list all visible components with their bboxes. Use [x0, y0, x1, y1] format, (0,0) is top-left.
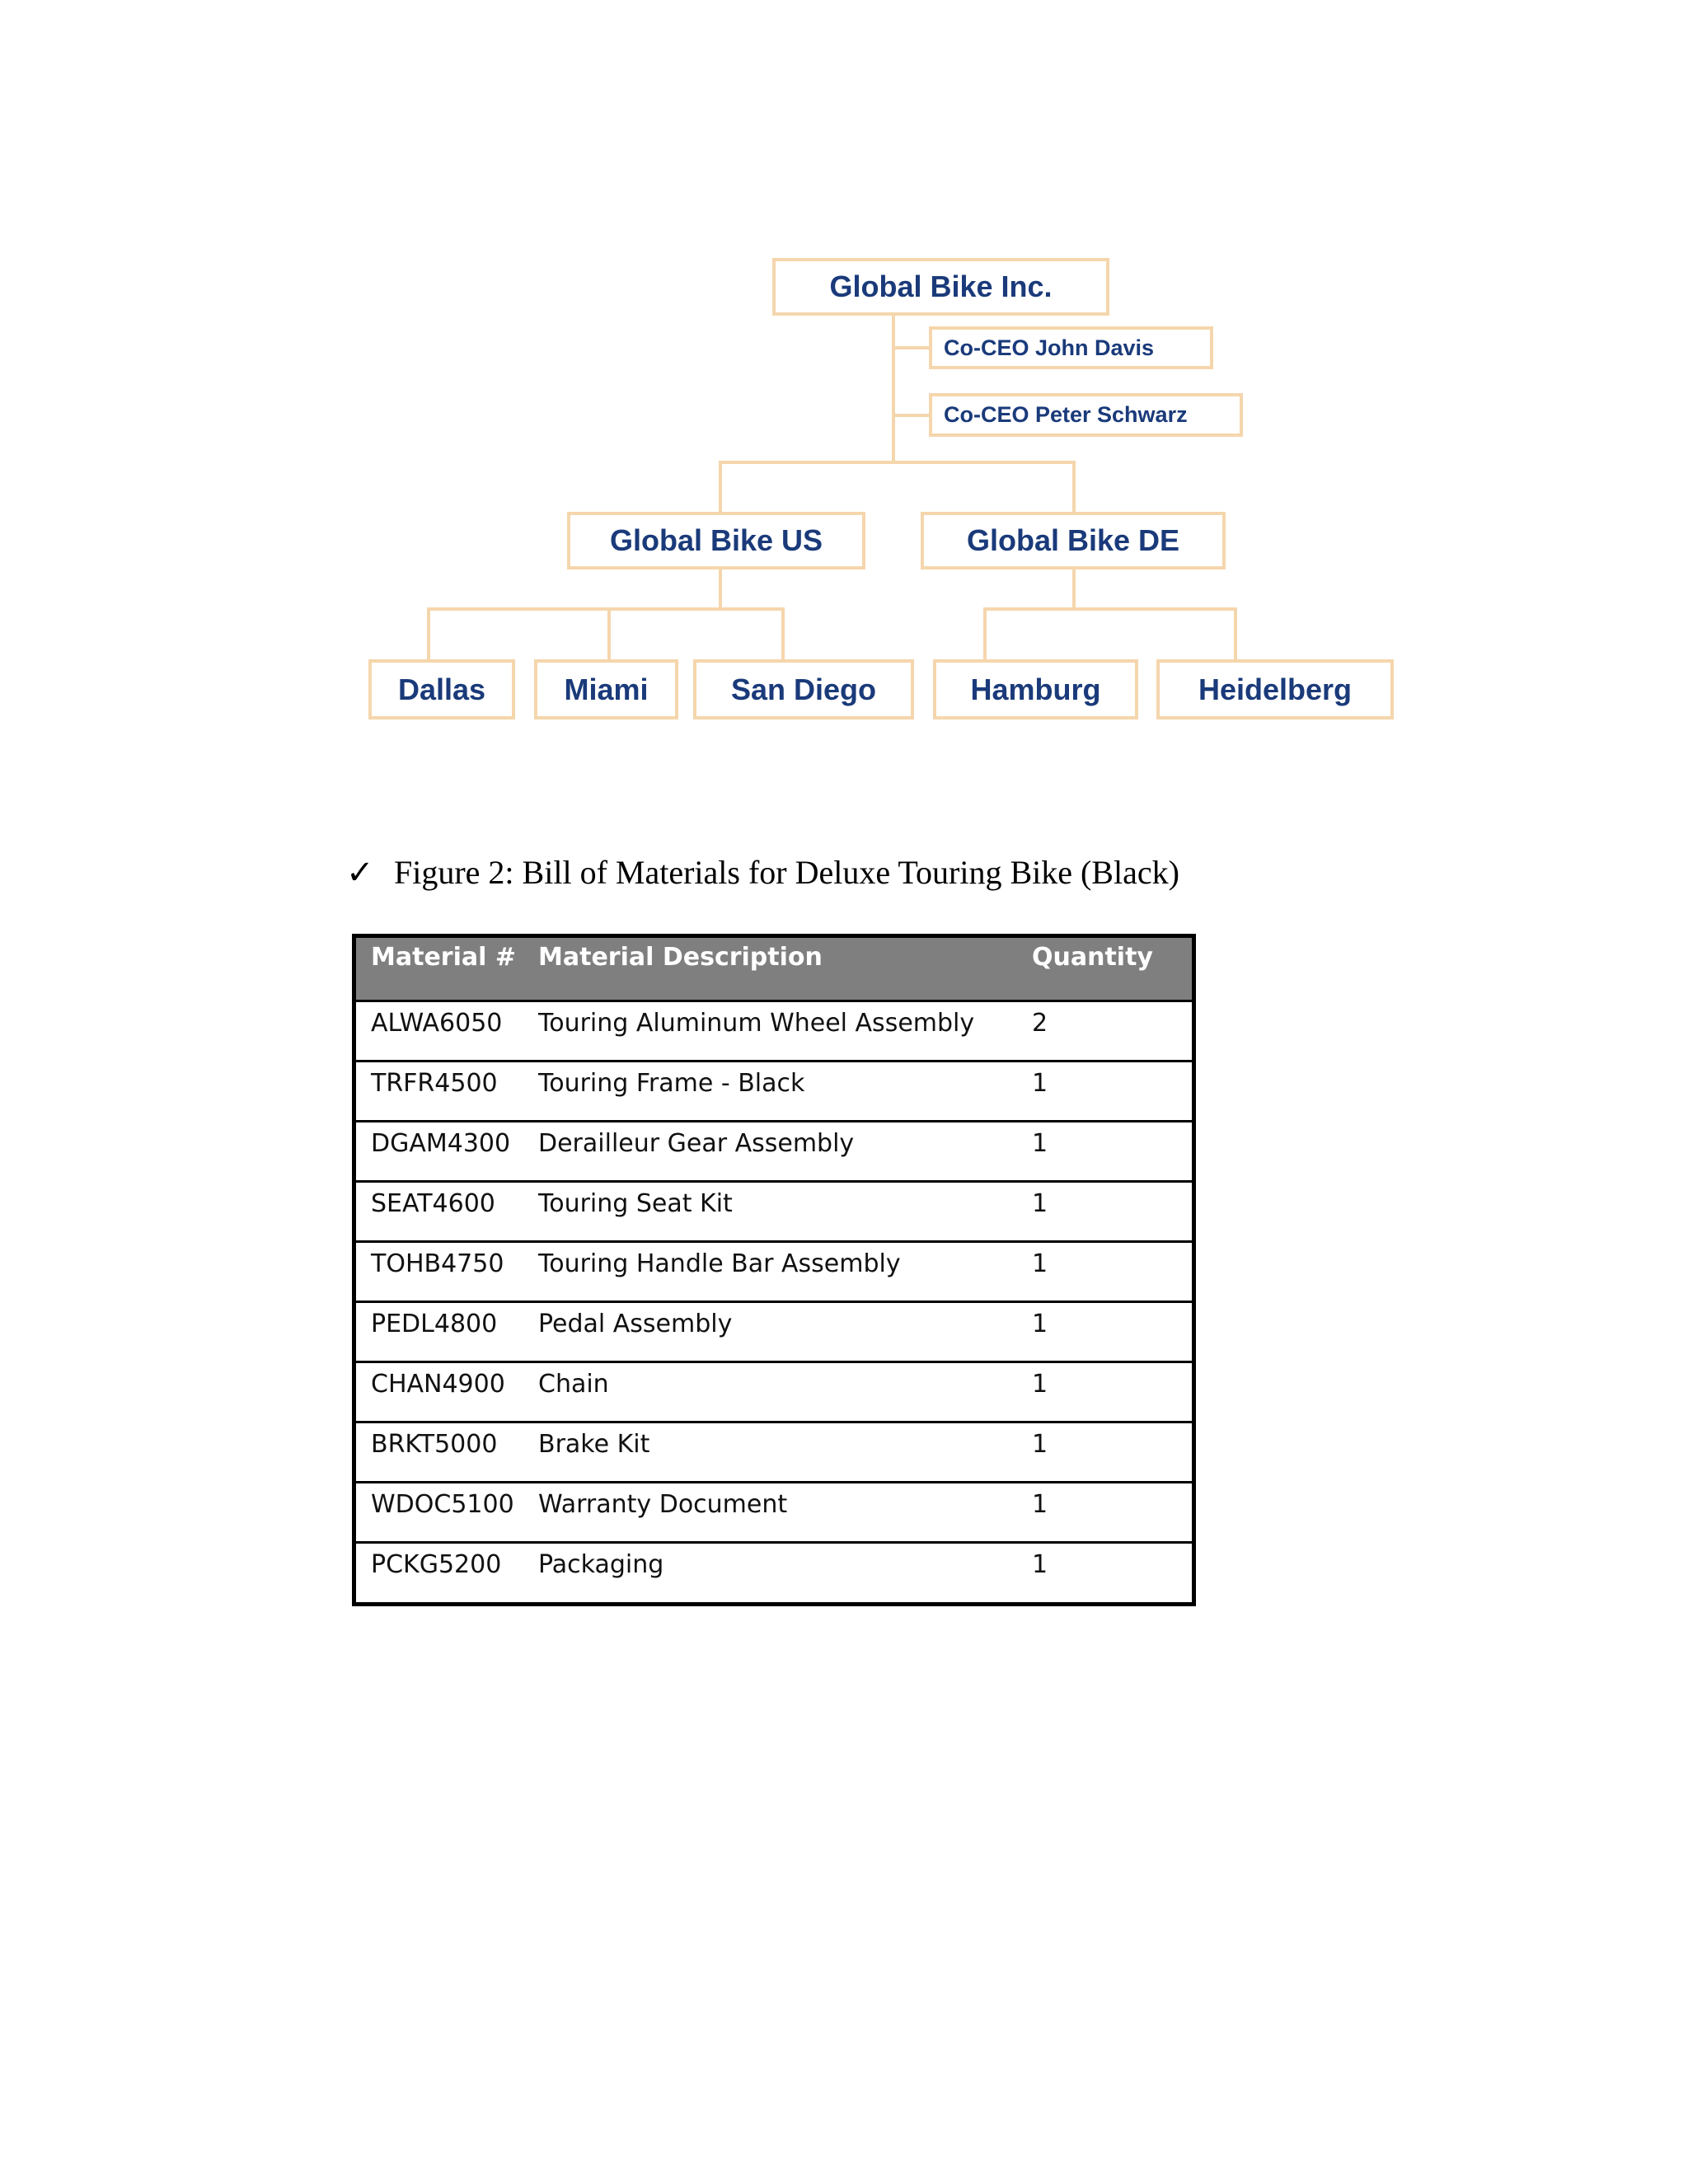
org-node-heidelberg: Heidelberg: [1156, 659, 1394, 719]
org-connector: [719, 568, 722, 611]
org-node-dallas: Dallas: [368, 659, 515, 719]
material-description-cell: Packaging: [537, 1542, 1032, 1602]
quantity-cell: 1: [1032, 1241, 1192, 1301]
quantity-cell: 2: [1032, 1001, 1192, 1061]
quantity-cell: 1: [1032, 1361, 1192, 1422]
org-connector: [719, 461, 1076, 464]
org-connector: [719, 461, 722, 515]
material-number-cell: PEDL4800: [356, 1301, 537, 1361]
quantity-cell: 1: [1032, 1121, 1192, 1181]
material-number-cell: ALWA6050: [356, 1001, 537, 1061]
org-connector: [1234, 607, 1237, 663]
checkmark-icon: ✓: [346, 854, 374, 891]
org-connector: [607, 607, 611, 663]
quantity-cell: 1: [1032, 1482, 1192, 1542]
quantity-cell: 1: [1032, 1542, 1192, 1602]
material-description-cell: Touring Frame - Black: [537, 1061, 1032, 1121]
material-description-cell: Touring Aluminum Wheel Assembly: [537, 1001, 1032, 1061]
material-number-cell: SEAT4600: [356, 1181, 537, 1241]
material-description-cell: Brake Kit: [537, 1422, 1032, 1482]
org-connector: [892, 311, 895, 464]
material-description-cell: Warranty Document: [537, 1482, 1032, 1542]
material-number-cell: CHAN4900: [356, 1361, 537, 1422]
table-row: [356, 1181, 1192, 1241]
quantity-cell: 1: [1032, 1301, 1192, 1361]
bom-table: [352, 934, 1196, 1606]
org-node-us: Global Bike US: [567, 512, 865, 569]
material-description-cell: Pedal Assembly: [537, 1301, 1032, 1361]
org-connector: [893, 346, 931, 349]
org-node-root: Global Bike Inc.: [772, 258, 1109, 316]
column-header-material-number: Material #: [356, 938, 537, 1001]
table-row: [356, 1241, 1192, 1301]
org-node-san-diego: San Diego: [693, 659, 914, 719]
figure-caption: [346, 853, 1179, 892]
material-number-cell: WDOC5100: [356, 1482, 537, 1542]
column-header-quantity: Quantity: [1032, 938, 1192, 1001]
table-header-row: [356, 938, 1192, 1001]
org-connector: [427, 607, 430, 663]
table-row: [356, 1422, 1192, 1482]
org-connector: [427, 607, 785, 611]
material-description-cell: Touring Seat Kit: [537, 1181, 1032, 1241]
column-header-material-description: Material Description: [537, 938, 1032, 1001]
quantity-cell: 1: [1032, 1422, 1192, 1482]
org-node-miami: Miami: [534, 659, 678, 719]
org-connector: [781, 607, 785, 663]
table-row: [356, 1361, 1192, 1422]
material-description-cell: Touring Handle Bar Assembly: [537, 1241, 1032, 1301]
org-connector: [983, 607, 987, 663]
quantity-cell: 1: [1032, 1181, 1192, 1241]
org-connector: [1072, 568, 1076, 611]
material-number-cell: BRKT5000: [356, 1422, 537, 1482]
table-row: [356, 1061, 1192, 1121]
org-node-hamburg: Hamburg: [933, 659, 1138, 719]
org-connector: [893, 414, 931, 417]
org-connector: [983, 607, 1237, 611]
material-description-cell: Chain: [537, 1361, 1032, 1422]
org-node-ceo-peter-schwarz: Co-CEO Peter Schwarz: [929, 393, 1243, 437]
table-row: [356, 1301, 1192, 1361]
quantity-cell: 1: [1032, 1061, 1192, 1121]
material-number-cell: PCKG5200: [356, 1542, 537, 1602]
material-description-cell: Derailleur Gear Assembly: [537, 1121, 1032, 1181]
table-row: [356, 1542, 1192, 1602]
figure-caption-text: Figure 2: Bill of Materials for Deluxe Touring Bike (Black): [394, 854, 1179, 891]
material-number-cell: DGAM4300: [356, 1121, 537, 1181]
org-node-ceo-john-davis: Co-CEO John Davis: [929, 326, 1213, 369]
table-row: [356, 1121, 1192, 1181]
org-node-de: Global Bike DE: [921, 512, 1226, 569]
material-number-cell: TOHB4750: [356, 1241, 537, 1301]
table-row: [356, 1001, 1192, 1061]
table-row: [356, 1482, 1192, 1542]
org-connector: [1072, 461, 1076, 515]
material-number-cell: TRFR4500: [356, 1061, 537, 1121]
